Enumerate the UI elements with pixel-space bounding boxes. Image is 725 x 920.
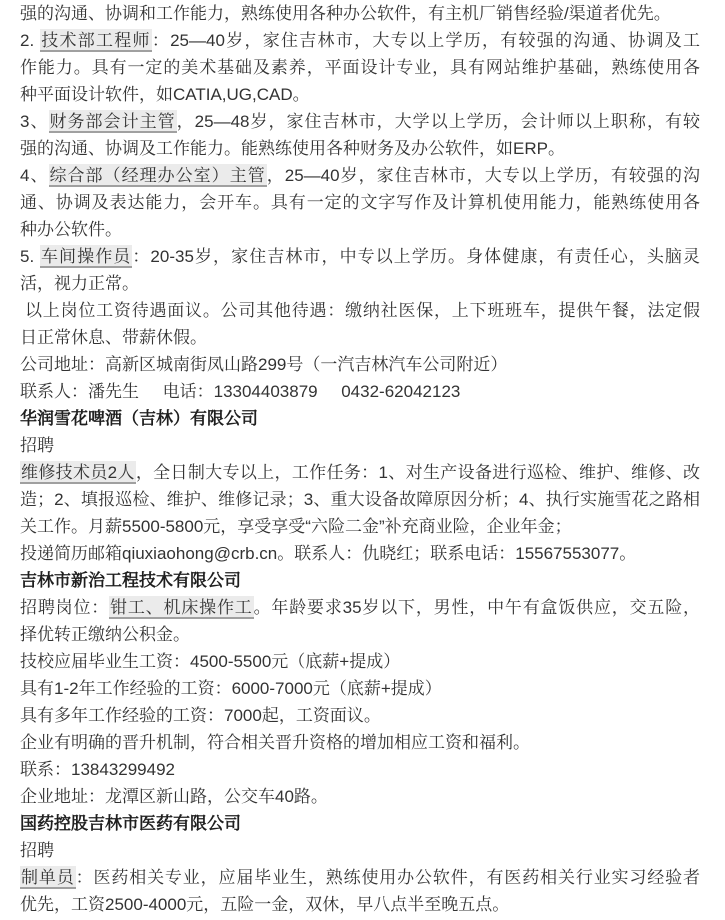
position-number: 3、 — [20, 112, 49, 131]
position-line — [20, 243, 700, 270]
position-detail: ，25—48岁，家住吉林市，大学以上学历，会计师以上职称，有较 — [176, 112, 700, 131]
promotion-line: 企业有明确的晋升机制，符合相关晋升资格的增加相应工资和福利。 — [20, 733, 530, 752]
company-name-xinzhi-engineering: 吉林市新治工程技术有限公司 — [20, 571, 241, 590]
recruit-label: 招聘 — [20, 436, 54, 455]
salary-benefits-line: 关工作。月薪5500-5800元，享受享受“六险二金”补充商业险，企业年金； — [20, 517, 572, 536]
resume-contact-line: 投递简历邮箱qiuxiaohong@crb.cn。联系人：仇晓红；联系电话：15567553077。 — [20, 544, 637, 563]
company-contact: 联系：13843299492 — [20, 760, 176, 779]
position-detail: ：医药相关专业，应届毕业生，熟练使用办公软件，有医药相关行业实习经验者 — [75, 868, 700, 887]
position-link-general-office-supervisor[interactable]: 综合部（经理办公室）主管 — [49, 166, 266, 185]
position-detail-line: 优先，工资2500-4000元，五险一金，双休，早八点半至晚五点。 — [20, 895, 510, 914]
position-detail-line: 作能力。具有一定的美术基础及素养，平面设计专业，具有网站维护基础，熟练使用各 — [20, 58, 700, 77]
position-detail: ，25—40岁，家住吉林市，大专以上学历，有较强的沟 — [266, 166, 700, 185]
position-detail-line: 通、协调及表达能力，会开车。具有一定的文字写作及计算机使用能力，能熟练使用各 — [20, 193, 700, 212]
position-detail-line: 造；2、填报巡检、维护、维修记录；3、重大设备故障原因分析；4、执行实施雪花之路相 — [20, 490, 700, 509]
salary-line: 具有多年工作经验的工资：7000起，工资面议。 — [20, 706, 381, 725]
position-detail-line: 种办公软件。 — [20, 220, 122, 239]
salary-line: 技校应届毕业生工资：4500-5500元（底薪+提成） — [20, 652, 401, 671]
position-number: 4、 — [20, 166, 49, 185]
position-link-fitter-machine-operator[interactable]: 钳工、机床操作工 — [110, 598, 253, 617]
requirement-line: 强的沟通、协调和工作能力，熟练使用各种办公软件，有主机厂销售经验/渠道者优先。 — [20, 4, 671, 23]
company-name-sinopharm-jilin: 国药控股吉林市医药有限公司 — [20, 814, 241, 833]
position-detail-line: 种平面设计软件，如CATIA,UG,CAD。 — [20, 85, 310, 104]
position-detail-line: 活，视力正常。 — [20, 274, 139, 293]
position-link-workshop-operator[interactable]: 车间操作员 — [40, 247, 132, 266]
position-detail: ：20-35岁，家住吉林市，中专以上学历。身体健康，有责任心，头脑灵 — [132, 247, 700, 266]
benefits-line: 日正常休息、带薪休假。 — [20, 328, 207, 347]
company-contact: 联系人：潘先生 电话：13304403879 0432-62042123 — [20, 382, 461, 401]
recruit-label: 招聘 — [20, 841, 54, 860]
company-address: 公司地址：高新区城南街凤山路299号（一汽吉林汽车公司附近） — [20, 355, 508, 374]
position-detail: ，全日制大专以上，工作任务：1、对生产设备进行巡检、维护、维修、改 — [135, 463, 700, 482]
position-line — [20, 162, 700, 189]
company-address: 企业地址：龙潭区新山路，公交车40路。 — [20, 787, 328, 806]
position-link-finance-accounting-supervisor[interactable]: 财务部会计主管 — [49, 112, 176, 131]
position-line — [20, 594, 700, 621]
position-detail: 。年龄要求35岁以下，男性，中午有盒饭供应，交五险， — [253, 598, 700, 617]
benefits-line: 以上岗位工资待遇面议。公司其他待遇：缴纳社医保，上下班班车，提供午餐，法定假 — [25, 301, 700, 320]
position-number: 2. — [20, 31, 41, 50]
position-line — [20, 459, 700, 486]
position-line — [20, 108, 700, 135]
article-body — [20, 0, 700, 918]
position-link-technical-engineer[interactable]: 技术部工程师 — [41, 31, 151, 50]
position-number: 5. — [20, 247, 40, 266]
salary-line: 具有1-2年工作经验的工资：6000-7000元（底薪+提成） — [20, 679, 442, 698]
position-line — [20, 864, 700, 891]
position-line — [20, 27, 700, 54]
position-detail-line: 择优转正缴纳公积金。 — [20, 625, 190, 644]
position-label: 招聘岗位： — [20, 598, 110, 617]
position-detail: ：25—40岁，家住吉林市，大专以上学历，有较强的沟通、协调及工 — [151, 31, 700, 50]
company-name-cr-snow-beer: 华润雪花啤酒（吉林）有限公司 — [20, 409, 258, 428]
position-link-order-clerk[interactable]: 制单员 — [21, 868, 75, 887]
position-detail-line: 强的沟通、协调及工作能力。能熟练使用各种财务及办公软件，如ERP。 — [20, 139, 565, 158]
position-link-maintenance-technician[interactable]: 维修技术员2人 — [21, 463, 135, 482]
